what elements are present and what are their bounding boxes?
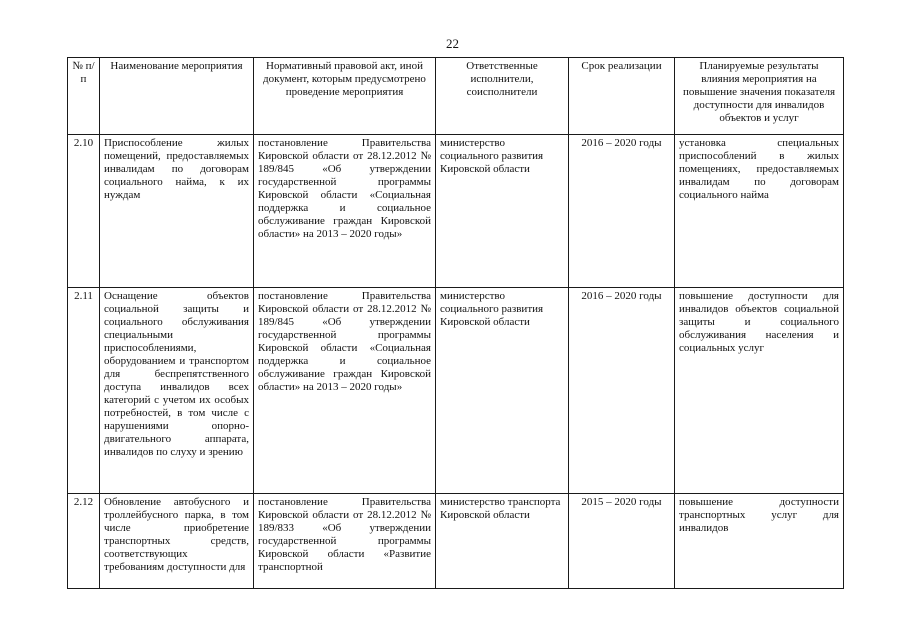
header-term: Срок реализации [569,58,675,135]
table-row [68,135,844,288]
header-number: № п/п [68,58,100,135]
planned-result: повышение доступности транспортных услуг для инвалидов [675,494,844,589]
header-measure-name: Наименование мероприятия [100,58,254,135]
header-planned-results: Планируемые результаты влияния мероприятия на повышение значения показателя доступности для инвалидов объектов и услуг [675,58,844,135]
legal-act: постановление Правительства Кировской области от 28.12.2012 № 189/833 «Об утверждении государственной программы Кировской области «Развитие транспортной [254,494,436,589]
table-header-row [68,58,844,135]
measure-name: Оснащение объектов социальной защиты и социального обслуживания специальными приспособлениями, оборудованием и транспортом для беспрепятственного доступа инвалидов всех категорий с учетом их особых потребностей, в том числе с нарушениями опорно-двигательного аппарата, инвалидов по слуху и зрению [100,288,254,494]
implementation-term: 2016 – 2020 годы [569,288,675,494]
legal-act: постановление Правительства Кировской области от 28.12.2012 № 189/845 «Об утверждении государственной программы Кировской области «Социальная поддержка и социальное обслуживание граждан Кировской области» на 2013 – 2020 годы» [254,135,436,288]
planned-result: установка специальных приспособлений в жилых помещениях, предоставляемых инвалидам по договорам социального найма [675,135,844,288]
measures-table [67,57,844,589]
table-row [68,494,844,589]
implementation-term: 2015 – 2020 годы [569,494,675,589]
responsible-executor: министерство социального развития Кировской области [436,135,569,288]
responsible-executor: министерство социального развития Кировской области [436,288,569,494]
row-number: 2.10 [68,135,100,288]
measure-name: Приспособление жилых помещений, предоставляемых инвалидам по договорам социального найма, к их нуждам [100,135,254,288]
header-responsible: Ответственные исполнители, соисполнители [436,58,569,135]
page-number: 22 [446,36,459,51]
row-number: 2.12 [68,494,100,589]
header-legal-act: Нормативный правовой акт, иной документ, которым предусмотрено проведение мероприятия [254,58,436,135]
responsible-executor: министерство транспорта Кировской области [436,494,569,589]
measure-name: Обновление автобусного и троллейбусного парка, в том числе приобретение транспортных средств, соответствующих требованиям доступности для [100,494,254,589]
row-number: 2.11 [68,288,100,494]
planned-result: повышение доступности для инвалидов объектов социальной защиты и социального обслуживания населения и социальных услуг [675,288,844,494]
implementation-term: 2016 – 2020 годы [569,135,675,288]
legal-act: постановление Правительства Кировской области от 28.12.2012 № 189/845 «Об утверждении государственной программы Кировской области «Социальная поддержка и социальное обслуживание граждан Кировской области» на 2013 – 2020 годы» [254,288,436,494]
table-row [68,288,844,494]
